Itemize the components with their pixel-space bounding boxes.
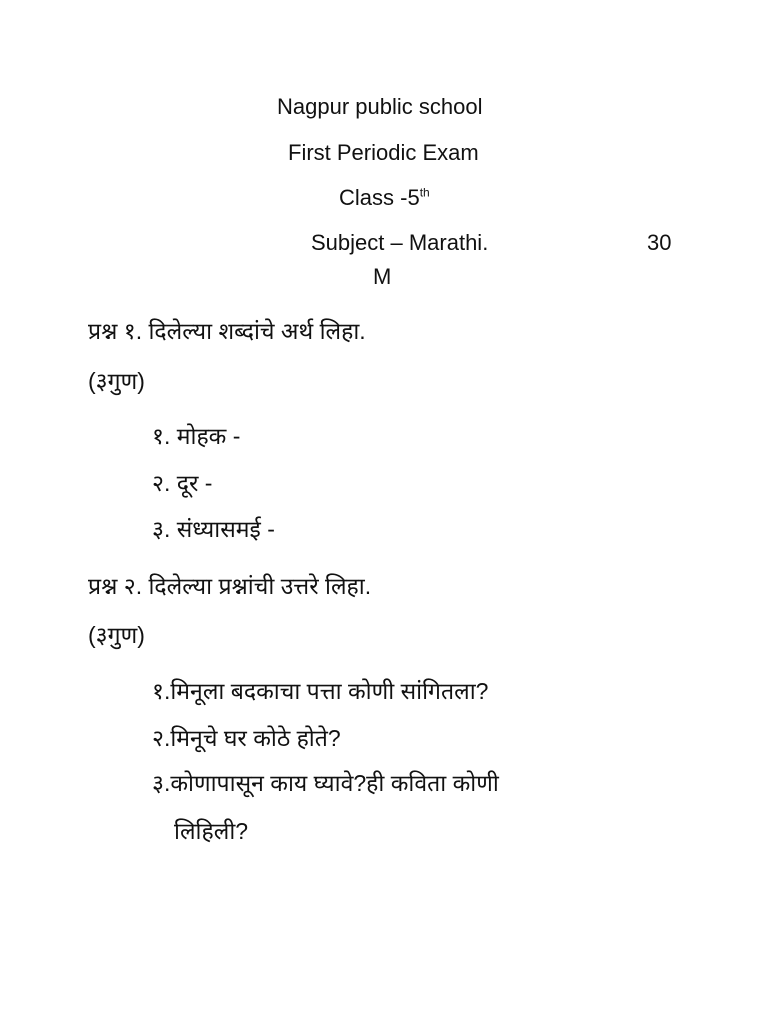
class-label: Class -5 xyxy=(339,185,420,210)
class-superscript: th xyxy=(419,185,430,200)
question-2-item: ३.कोणापासून काय घ्यावे?ही कविता कोणी xyxy=(152,770,499,796)
question-1-marks: (३गुण) xyxy=(88,368,145,394)
question-2: प्रश्न २. दिलेल्या प्रश्नांची उत्तरे लिहा. xyxy=(88,573,372,599)
school-name: Nagpur public school xyxy=(277,94,483,119)
subject-line: Subject – Marathi. xyxy=(311,230,489,255)
class-line xyxy=(339,185,430,211)
question-1-item: १. मोहक - xyxy=(152,423,241,449)
question-1: प्रश्न १. दिलेल्या शब्दांचे अर्थ लिहा. xyxy=(88,318,366,344)
question-2-item-continuation: लिहिली? xyxy=(174,818,249,844)
question-1-item: ३. संध्यासमई - xyxy=(152,516,275,542)
question-2-item: १.मिनूला बदकाचा पत्ता कोणी सांगितला? xyxy=(152,678,489,704)
question-1-item: २. दूर - xyxy=(152,470,213,496)
question-2-item: २.मिनूचे घर कोठे होते? xyxy=(152,725,341,751)
total-marks-unit: M xyxy=(373,264,392,289)
exam-title: First Periodic Exam xyxy=(288,140,479,165)
question-2-marks: (३गुण) xyxy=(88,622,145,648)
total-marks-number: 30 xyxy=(647,230,672,255)
